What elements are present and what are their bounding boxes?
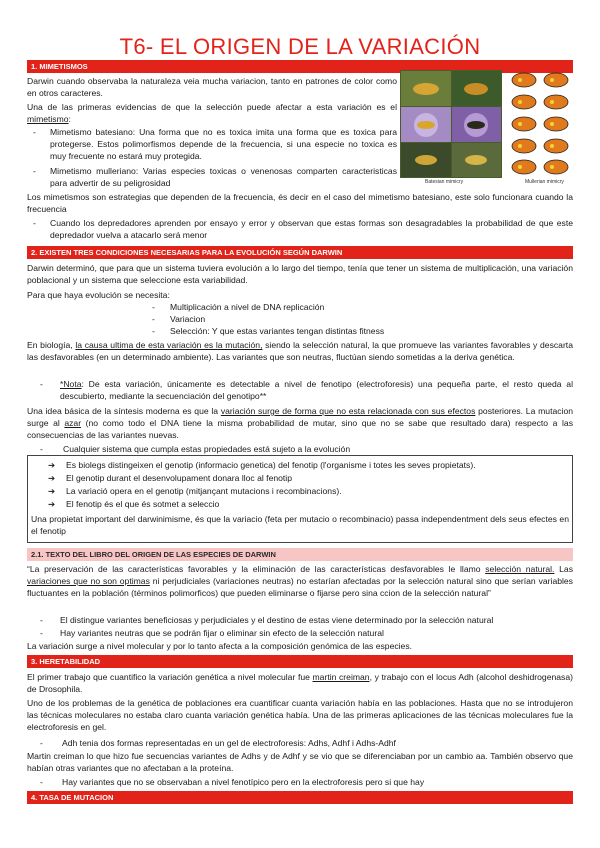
s2-bullet-evolucion: Cualquier sistema que cumpla estas propiedades está sujeto a la evolución: [63, 444, 351, 454]
s21-paragraph: La variación surge a nivel molecular y por lo tanto afecta a la composición genómica de las especies.: [27, 641, 413, 651]
section-3-heading: 3. HERETABILIDAD: [27, 655, 573, 668]
s3-paragraph-3: Martin creiman lo que hizo fue secuencias variantes de Adhs y de Adhf y se vio que se diferenciaban por un cambio aa. También observo que habían otras variantes que no afectaban a la proteína.: [27, 751, 573, 774]
batesian-caption: Batesian mimicry: [425, 179, 464, 185]
s3-bullet-2: Hay variantes que no se observaban a nivel fenotípico pero en la electroforesis pero si que hay: [62, 777, 425, 787]
box-point-3: La variació opera en el genotip (mitjançant mutacions i recombinacions).: [66, 486, 342, 496]
section-4-heading: 4. TASA DE MUTACION: [27, 791, 573, 804]
bullet-dash: -: [152, 302, 155, 312]
s2-paragraph-4: Una idea básica de la síntesis moderna es que la variación surge de forma que no esta relacionada con sus efectos posteriores. La mutacion surge al azar (no como todo el DNA tiene la misma probabilidad de mutar, sino que no se sabe que resultado dara) respecto a las consecuencias de las variantes nuevas.: [27, 406, 573, 441]
s1-bullet-depredadores: Cuando los depredadores aprenden por ensayo y error y observan que estas formas son desagradables la probabilidad de que este depredador vuelva a atacarlo será menor: [50, 218, 573, 241]
box-point-2: El genotip durant el desenvolupament donara lloc al fenotip: [66, 473, 292, 483]
mullerian-mimicry-image: [508, 70, 574, 176]
bullet-dash: -: [40, 444, 43, 454]
box-point-4: El fenotip és el que és sotmet a seleccio: [66, 499, 220, 509]
bullet-dash: -: [40, 615, 43, 625]
page-title: T6- EL ORIGEN DE LA VARIACIÓN: [119, 34, 481, 59]
batesian-mimicry-image: [400, 70, 502, 178]
bullet-dash: -: [40, 628, 43, 638]
s2-paragraph-3: En biología, la causa ultima de esta variación es la mutación, siendo la selección natural, la que promueve las variantes favorables y descarta las desfavorables (en un determinado ambiente). Las variantes que son neutras, fluctúan siendo sometidas a la deriva genética.: [27, 340, 573, 363]
arrow-icon: ➔: [48, 460, 56, 470]
s2-paragraph-2: Para que haya evolución se necesita:: [27, 290, 170, 300]
s2-condition-1: Multiplicación a nivel de DNA replicación: [170, 302, 325, 312]
s1-paragraph-3: Los mimetismos son estrategias que dependen de la frecuencia, és decir en el caso del mimetismo batesiano, este solo funcionara cuando la frecuencia: [27, 192, 573, 215]
s2-condition-2: Variacion: [170, 314, 206, 324]
s1-paragraph-1: Darwin cuando observaba la naturaleza veia mucha variacion, tanto en patrones de color como en otros caracteres.: [27, 76, 397, 99]
s3-bullet-1: Adh tenia dos formas representadas en un gel de electroforesis: Adhs, Adhf i Adhs-Adhf: [62, 738, 396, 748]
section-2-heading: 2. EXISTEN TRES CONDICIONES NECESARIAS PARA LA EVOLUCIÓN SEGÚN DARWIN: [27, 246, 573, 259]
s21-quote: “La preservación de las características favorables y la eliminación de las características desfavorables le llamo selección natural. Las variaciones que no son optimas ni perjudiciales (variaciones neutras) no estarían afectadas por la selección natural sino que serían variables fluctuantes en la población (términos polimorficos) que pueden eliminarse o fijarse pero sina ccion de la selección natural”: [27, 564, 573, 599]
arrow-icon: ➔: [48, 473, 56, 483]
mullerian-caption: Mullerian mimicry: [525, 179, 564, 185]
s1-bullet-mulleriano: Mimetismo mulleriano: Varias especies toxicas o venenosas comparten caracteristicas para advertir de su peligrosidad: [50, 166, 397, 189]
arrow-icon: ➔: [48, 499, 56, 509]
s3-paragraph-1: El primer trabajo que cuantifico la variación genética a nivel molecular fue martin creiman, y trabajo con el locus Adh (alcohol deshidrogenasa) de Drosophila.: [27, 672, 573, 695]
bullet-dash: -: [33, 127, 36, 137]
section-2-1-heading: 2.1. TEXTO DEL LIBRO DEL ORIGEN DE LAS ESPECIES DE DARWIN: [27, 548, 573, 561]
s21-bullet-2: Hay variantes neutras que se podrán fijar o eliminar sin efecto de la selección natural: [60, 628, 384, 638]
bullet-dash: -: [152, 326, 155, 336]
s2-nota: *Nota: De esta variación, únicamente es detectable a nivel de fenotipo (electroforesis) una pequeña parte, el resto queda al descubierto, mediante la secuenciación del genotipo**: [60, 379, 573, 402]
bullet-dash: -: [40, 379, 43, 389]
s2-condition-3: Selección: Y que estas variantes tengan distintas fitness: [170, 326, 385, 336]
box-paragraph: Una propietat important del darwinimisme, és que la variacio (feta per mutacio o recombinacio) passa independentment dels seus efectes en el fenotip: [31, 514, 569, 537]
s1-bullet-batesiano: Mimetismo batesiano: Una forma que no es toxica imita una forma que es toxica para protegerse. Estos polimorfismos depende de la frecuencia, si una especie no toxica es muy frecuente no estará muy protegida.: [50, 127, 397, 162]
s2-paragraph-1: Darwin determinó, que para que un sistema tuviera evolución a lo largo del tiempo, tenía que tener un sistema de multiplicación, una variación poblacional y un sistema que seleccione esta variabilidad.: [27, 263, 573, 286]
bullet-dash: -: [40, 777, 43, 787]
arrow-icon: ➔: [48, 486, 56, 496]
bullet-dash: -: [152, 314, 155, 324]
s21-bullet-1: El distingue variantes beneficiosas y perjudiciales y el destino de estas viene determinado por la selección natural: [60, 615, 494, 625]
section-1-heading: 1. MIMETISMOS: [27, 60, 573, 73]
box-point-1: Es biolegs distingeixen el genotip (informacio genetica) del fenotip (l'organisme i totes les seves propietats).: [66, 460, 476, 470]
bullet-dash: -: [40, 738, 43, 748]
s3-paragraph-2: Uno de los problemas de la genética de poblaciones era cuantificar cuanta variación había en las poblaciones. Hasta que no se introdujeron las técnicas moleculares no estaba claro cuanta variación genética había. Una de las primeras aplicaciones de las técnicas moleculares fue la electroforesis en gel.: [27, 698, 573, 733]
s1-paragraph-2: Una de las primeras evidencias de que la selección puede afectar a esta variación es el mimetismo:: [27, 102, 397, 125]
bullet-dash: -: [33, 218, 36, 228]
bullet-dash: -: [33, 166, 36, 176]
